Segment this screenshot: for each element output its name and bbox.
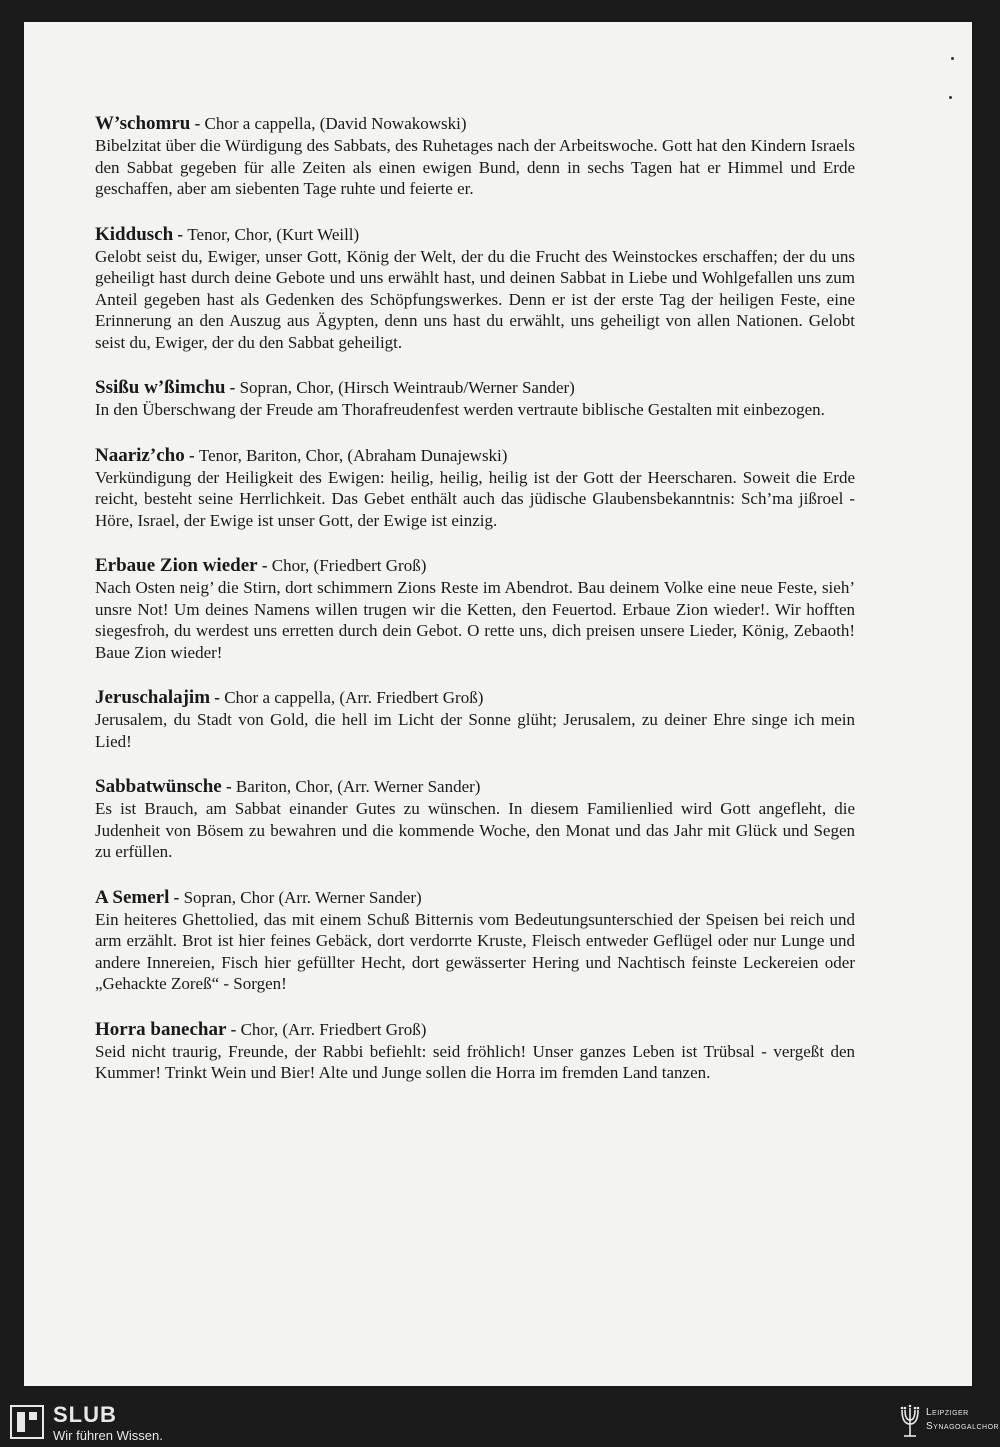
library-slogan: Wir führen Wissen. bbox=[53, 1428, 163, 1443]
piece-description: Es ist Brauch, am Sabbat einander Gutes zu wünschen. In diesem Familienlied wird Gott angefleht, die Judenheit von Bösem zu bewahren und die kommende Woche, den Monat und das Jahr mit Glück und Segen zu erfüllen. bbox=[95, 799, 855, 861]
title-separator: - bbox=[226, 1019, 241, 1039]
entry-heading bbox=[95, 687, 855, 709]
title-separator: - bbox=[257, 556, 272, 575]
piece-title: A Semerl bbox=[95, 886, 170, 908]
piece-title: Jeruschalajim bbox=[95, 687, 211, 708]
entry-heading bbox=[95, 377, 855, 399]
piece-title: Erbaue Zion wieder bbox=[95, 555, 258, 576]
title-separator: - bbox=[221, 777, 236, 796]
piece-title: W’schomru bbox=[95, 113, 191, 134]
piece-credits: Chor, (Friedbert Groß) bbox=[271, 556, 427, 575]
piece-title: Horra banechar bbox=[95, 1018, 227, 1040]
entry-heading bbox=[95, 445, 855, 467]
piece-credits: Bariton, Chor, (Arr. Werner Sander) bbox=[235, 777, 481, 796]
program-entry bbox=[95, 555, 855, 663]
choir-name-line2: Synagogalchor bbox=[926, 1421, 1000, 1432]
title-separator: - bbox=[173, 224, 188, 244]
piece-description: Nach Osten neig’ die Stirn, dort schimmern Zions Reste im Abendrot. Bau deinem Volke eine neue Feste, sieh’ unsre Not! Um deines Namens willen trugen wir die Ketten, den Feuertod. Erbaue Zion wieder!. Wir hofften siegesfroh, du werdest uns erretten durch dein Gebot. O rette uns, dich preisen unsere Lieder, König, Zebaoth! Baue Zion wieder! bbox=[95, 578, 855, 662]
title-separator: - bbox=[184, 445, 199, 465]
piece-title: Sabbatwünsche bbox=[95, 776, 222, 797]
piece-description: Gelobt seist du, Ewiger, unser Gott, König der Welt, der du die Frucht des Weinstockes erschaffen; der du uns geheiligt hast durch deine Gebote und uns erwählt hast, und deinen Sabbat in Liebe und Wohlgefallen uns zum Anteil gegeben hast als Gedenken des Schöpfungswerkes. Denn er ist der erste Tag der heiligen Feste, eine Erinnerung an den Auszug aus Ägypten, denn uns hast du erwählt, uns geheiligt von allen Nationen. Gelobt seist du, Ewiger, der du den Sabbat geheiligt. bbox=[95, 246, 855, 352]
piece-credits: Sopran, Chor, (Hirsch Weintraub/Werner Sander) bbox=[239, 378, 575, 397]
paper-speck bbox=[951, 57, 954, 60]
title-separator: - bbox=[169, 887, 184, 907]
piece-description: Verkündigung der Heiligkeit des Ewigen: heilig, heilig, heilig ist der Gott der Heerscharen. Soweit die Erde reicht, besteht seine Herrlichkeit. Das Gebet enthält auch das jüdische Glaubensbekanntnis: Sch’ma jißroel - Höre, Israel, der Ewige ist unser Gott, der Ewige ist einzig. bbox=[95, 467, 855, 530]
piece-description: Seid nicht traurig, Freunde, der Rabbi befiehlt: seid fröhlich! Unser ganzes Leben ist Trübsal - vergeßt den Kummer! Trinkt Wein und Bier! Alte und Junge sollen die Horra im fremden Land tanzen. bbox=[95, 1041, 855, 1082]
program-entry bbox=[95, 887, 855, 995]
program-entry bbox=[95, 224, 855, 354]
entry-heading bbox=[95, 113, 855, 135]
choir-name-line1: Leipziger bbox=[926, 1407, 969, 1418]
piece-description: Ein heiteres Ghettolied, das mit einem Schuß Bitternis vom Bedeutungsunterschied der Speisen bei reich und arm erzählt. Brot ist hier feines Gebäck, dort verdorrte Kruste, Fleisch entweder Geflügel oder nur Lunge und andere Innereien, Fisch hier gefüllter Hecht, dort gewässerter Hering und Nachtisch feinste Leckereien oder „Gehackte Zoreß“ - Sorgen! bbox=[95, 909, 855, 993]
entry-heading bbox=[95, 776, 855, 798]
title-separator: - bbox=[225, 378, 240, 397]
program-entry bbox=[95, 1019, 855, 1084]
piece-description: Bibelzitat über die Würdigung des Sabbats, des Ruhetages nach der Arbeitswoche. Gott hat den Kindern Israels den Sabbat gegeben für alle Zeiten als einen ewigen Bund, denn in sechs Tagen hat er Himmel und Erde geschaffen, aber am siebenten Tage ruhte und feierte er. bbox=[95, 136, 855, 198]
entry-heading bbox=[95, 224, 855, 246]
entry-heading bbox=[95, 555, 855, 577]
piece-title: Naariz’cho bbox=[95, 444, 185, 466]
program-entry bbox=[95, 687, 855, 752]
piece-credits: Tenor, Chor, (Kurt Weill) bbox=[187, 224, 360, 244]
program-notes bbox=[95, 113, 855, 1108]
program-entry bbox=[95, 776, 855, 863]
piece-title: Ssißu w’ßimchu bbox=[95, 377, 226, 398]
piece-description: Jerusalem, du Stadt von Gold, die hell im Licht der Sonne glüht; Jerusalem, zu deiner Ehre singe ich mein Lied! bbox=[95, 710, 855, 751]
entry-heading bbox=[95, 1019, 855, 1041]
program-entry bbox=[95, 377, 855, 421]
program-entry bbox=[95, 445, 855, 532]
piece-title: Kiddusch bbox=[95, 223, 174, 245]
piece-credits: Chor a cappella, (Arr. Friedbert Groß) bbox=[224, 688, 484, 707]
program-entry bbox=[95, 113, 855, 200]
piece-credits: Chor, (Arr. Friedbert Groß) bbox=[240, 1019, 427, 1039]
piece-credits: Tenor, Bariton, Chor, (Abraham Dunajewski) bbox=[198, 445, 508, 465]
menorah-icon bbox=[898, 1402, 922, 1442]
title-separator: - bbox=[190, 114, 205, 133]
entry-heading bbox=[95, 887, 855, 909]
footer-bar bbox=[0, 1398, 1000, 1447]
library-name[interactable]: SLUB bbox=[53, 1402, 117, 1427]
slub-logo-icon[interactable] bbox=[10, 1405, 44, 1439]
piece-description: In den Überschwang der Freude am Thorafreudenfest werden vertraute biblische Gestalten mit einbezogen. bbox=[95, 400, 825, 419]
title-separator: - bbox=[210, 688, 225, 707]
choir-name bbox=[926, 1406, 999, 1434]
paper-speck bbox=[949, 96, 952, 99]
piece-credits: Sopran, Chor (Arr. Werner Sander) bbox=[183, 887, 422, 907]
piece-credits: Chor a cappella, (David Nowakowski) bbox=[204, 114, 467, 133]
